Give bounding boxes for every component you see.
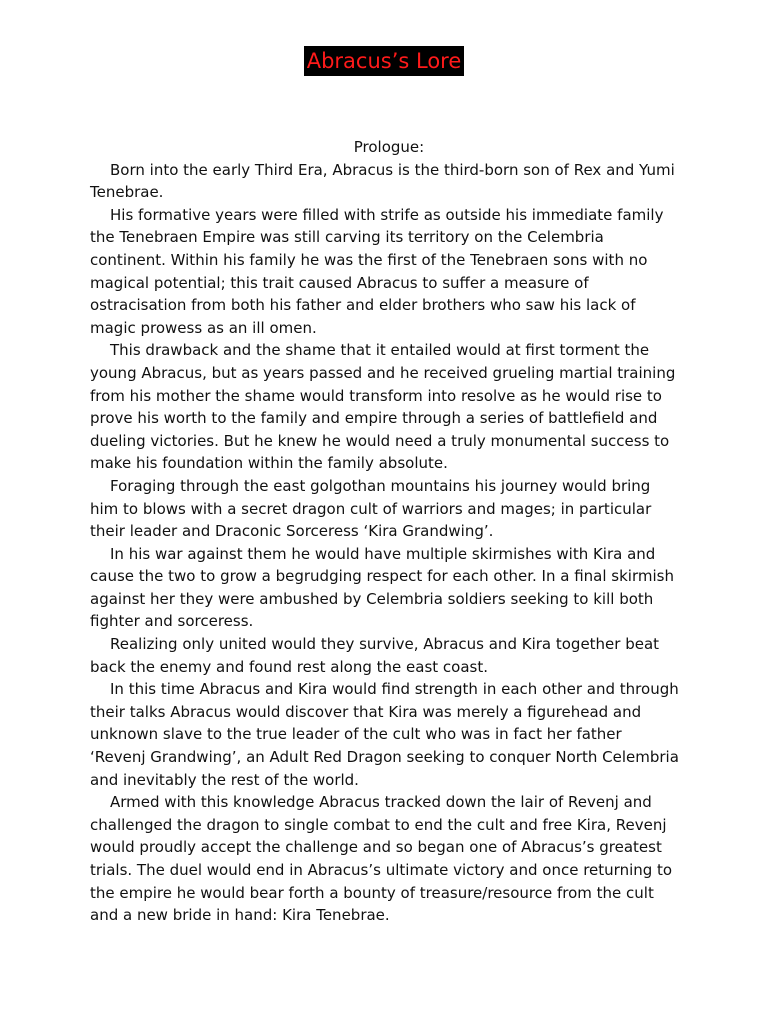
- paragraph-6: Realizing only united would they survive, Abracus and Kira together beat back the enemy and found rest along the east coast.: [90, 635, 660, 676]
- paragraph-5: In his war against them he would have multiple skirmishes with Kira and cause the two to grow a begrudging respect for each other. In a final skirmish against her they were ambushed by Celembria soldiers seeking to kill both fighter and sorceress.: [90, 544, 674, 631]
- document-title: Abracus’s Lore: [304, 46, 465, 76]
- paragraph-8: Armed with this knowledge Abracus tracked down the lair of Revenj and challenged the dragon to single combat to end the cult and free Kira, Revenj would proudly accept the challenge and so began one of Abracus’s greatest trials. The duel would end in Abracus’s ultimate victory and once returning to the empire he would bear forth a bounty of treasure/resource from the cult and a new bride in hand: Kira Tenebrae.: [90, 793, 673, 925]
- paragraph-2: His formative years were filled with strife as outside his immediate family the Tenebraen Empire was still carving its territory on the Celembria continent. Within his family he was the first of the Tenebraen sons with no magical potential; this trait caused Abracus to suffer a measure of ostracisation from both his father and elder brothers who saw his lack of magic prowess as an ill omen.: [90, 205, 664, 337]
- section-heading: Prologue:: [353, 138, 425, 156]
- paragraph-7: In this time Abracus and Kira would find strength in each other and through their talks Abracus would discover that Kira was merely a figurehead and unknown slave to the true leader of the cult who was in fact her father ‘Revenj Grandwing’, an Adult Red Dragon seeking to conquer North Celembria and inevitably the rest of the world.: [90, 680, 679, 789]
- paragraph-3: This drawback and the shame that it entailed would at first torment the young Abracus, but as years passed and he received grueling martial training from his mother the shame would transform into resolve as he would rise to prove his worth to the family and empire through a series of battlefield and dueling victories. But he knew he would need a truly monumental success to make his foundation within the family absolute.: [90, 341, 676, 473]
- title-container: [0, 46, 768, 76]
- paragraph-4: Foraging through the east golgothan mountains his journey would bring him to blows with a secret dragon cult of warriors and mages; in particular their leader and Draconic Sorceress ‘Kira Grandwing’.: [90, 476, 652, 541]
- paragraph-1: Born into the early Third Era, Abracus is the third-born son of Rex and Yumi Tenebrae.: [90, 160, 675, 202]
- document-body: [90, 136, 680, 927]
